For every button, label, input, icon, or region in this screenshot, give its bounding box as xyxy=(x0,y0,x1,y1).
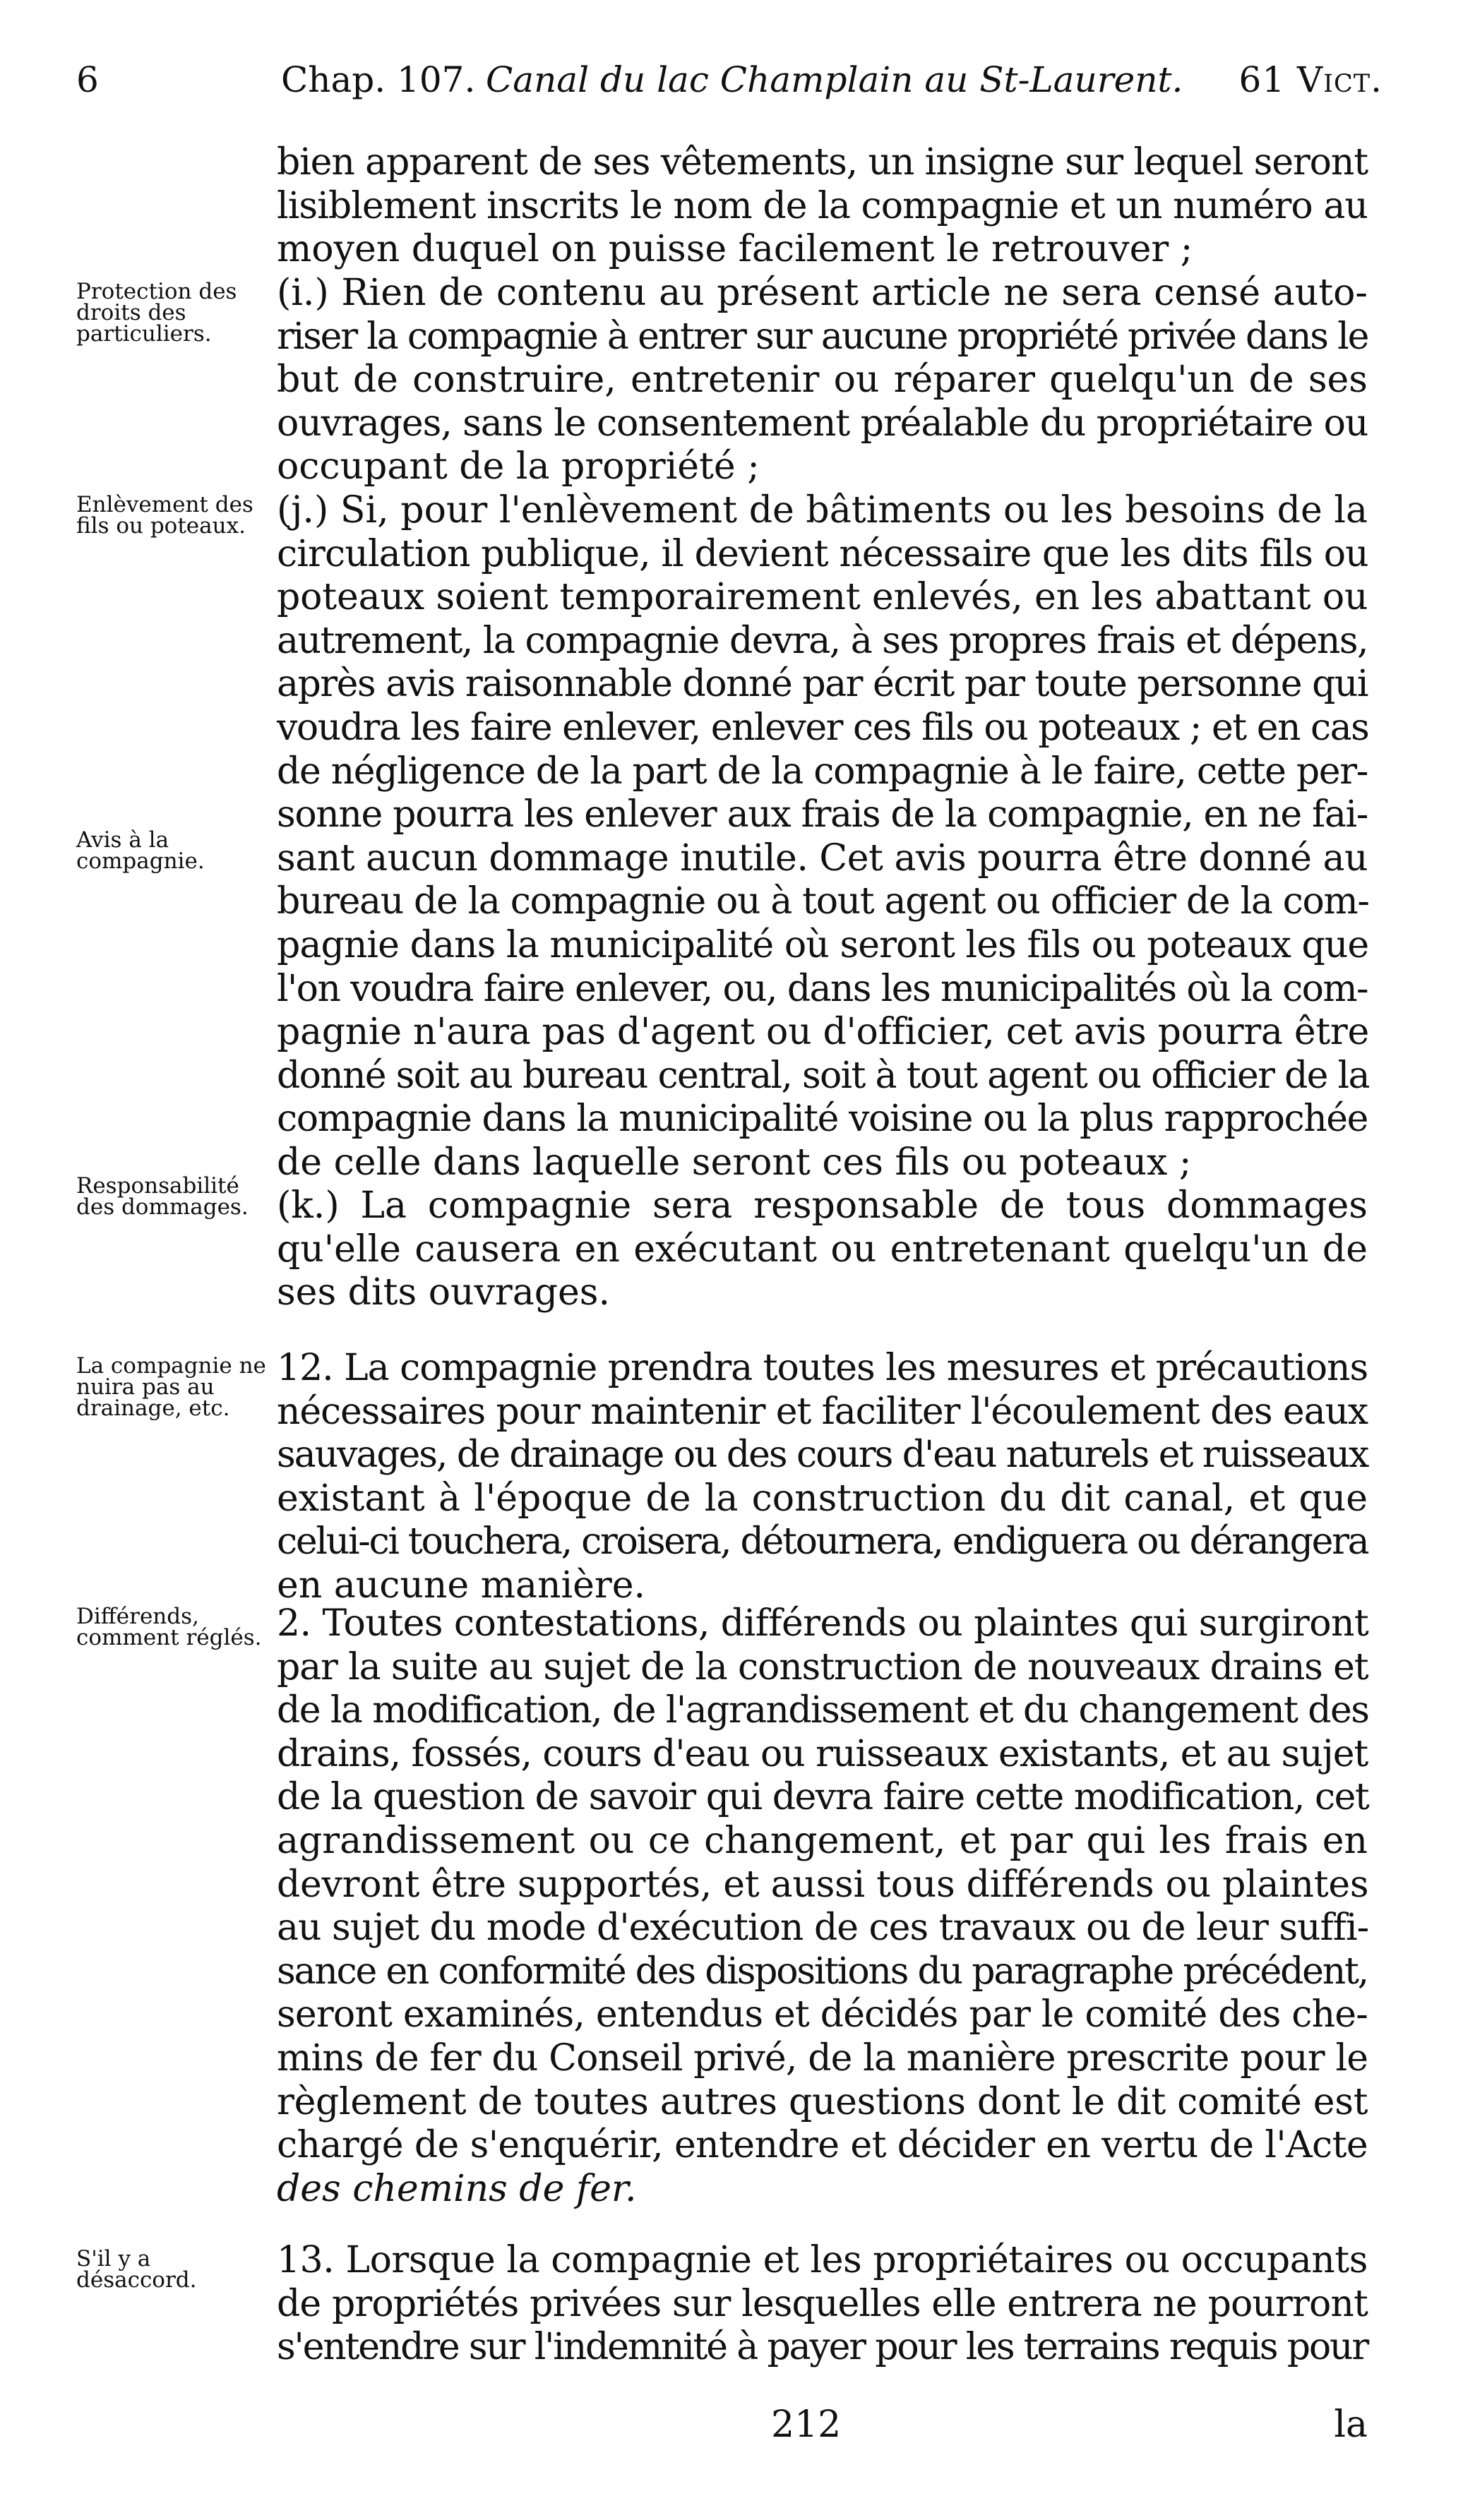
catchword: la xyxy=(1334,2404,1368,2446)
text-line: mins de fer du Conseil privé, de la manière prescrite pour le xyxy=(277,2036,1368,2080)
margin-note-responsabilite: Responsabilité des dommages. xyxy=(76,1173,249,1220)
text-line: sant aucun dommage inutile. Cet avis pourra être donné au xyxy=(277,836,1368,880)
text-line: agrandissement ou ce changement, et par qui les frais en xyxy=(277,1819,1368,1862)
text-line: (j.) Si, pour l'enlèvement de bâtiments ou les besoins de la xyxy=(277,489,1368,532)
paragraph-continuation xyxy=(277,141,1368,272)
text-line: 2. Toutes contestations, différends ou plaintes qui surgiront xyxy=(277,1602,1369,1645)
text-line: règlement de toutes autres questions dont le dit comité est xyxy=(277,2080,1368,2123)
text-line: de la modification, de l'agrandissement et du changement des xyxy=(277,1689,1369,1732)
text-line: 13. Lorsque la compagnie et les propriétaires ou occupants xyxy=(277,2239,1368,2281)
paragraph-k xyxy=(277,1184,1368,1315)
text-line: autrement, la compagnie devra, à ses propres frais et dépens, xyxy=(277,619,1368,662)
text-line: de négligence de la part de la compagnie à le faire, cette per- xyxy=(277,750,1368,793)
text-line: existant à l'époque de la construction du dit canal, et que xyxy=(277,1477,1368,1520)
running-header xyxy=(76,55,1383,104)
text-line: au sujet du mode d'exécution de ces travaux ou de leur suffi- xyxy=(277,1907,1369,1950)
text-line: lisiblement inscrits le nom de la compagnie et un numéro au xyxy=(277,184,1368,227)
text-line: (k.) La compagnie sera responsable de tous dommages xyxy=(277,1184,1368,1227)
text-line: de celle dans laquelle seront ces fils ou poteaux ; xyxy=(277,1141,1192,1184)
chapter-number: Chap. 107. xyxy=(281,59,476,100)
margin-note-desaccord: S'il y a désaccord. xyxy=(76,2246,197,2293)
text-line: occupant de la propriété ; xyxy=(277,445,760,488)
text-line: pagnie dans la municipalité où seront les fils ou poteaux que xyxy=(277,923,1369,966)
text-line: donné soit au bureau central, soit à tout agent ou officier de la xyxy=(277,1054,1369,1097)
text-line: de la question de savoir qui devra faire cette modification, cet xyxy=(277,1776,1369,1819)
text-line: de propriétés privées sur lesquelles elle entrera ne pourront xyxy=(277,2282,1368,2325)
text-line: circulation publique, il devient nécessaire que les dits fils ou xyxy=(277,532,1368,575)
page-number: 6 xyxy=(76,59,99,100)
text-line: nécessaires pour maintenir et faciliter l'écoulement des eaux xyxy=(277,1390,1368,1433)
text-line: riser la compagnie à entrer sur aucune propriété privée dans le xyxy=(277,315,1368,358)
text-line: 12. La compagnie prendra toutes les mesures et précautions xyxy=(277,1347,1368,1389)
text-line: devront être supportés, et aussi tous différends ou plaintes xyxy=(277,1863,1369,1906)
text-line: sonne pourra les enlever aux frais de la compagnie, en ne fai- xyxy=(277,793,1368,836)
text-line: après avis raisonnable donné par écrit par toute personne qui xyxy=(277,663,1368,706)
text-line: compagnie dans la municipalité voisine ou la plus rapprochée xyxy=(277,1098,1368,1141)
text-line: moyen duquel on puisse facilement le retrouver ; xyxy=(277,228,1193,271)
margin-note-differends: Différends, comment réglés. xyxy=(76,1604,262,1650)
section-13 xyxy=(277,2239,1368,2370)
text-line: sauvages, de drainage ou des cours d'eau naturels et ruisseaux xyxy=(277,1434,1368,1477)
margin-note-protection: Protection des droits des particuliers. xyxy=(76,279,237,347)
text-line: l'on voudra faire enlever, ou, dans les municipalités où la com- xyxy=(277,967,1368,1010)
text-line: s'entendre sur l'indemnité à payer pour les terrains requis pour xyxy=(277,2326,1368,2369)
text-line: but de construire, entretenir ou réparer quelqu'un de ses xyxy=(277,359,1368,402)
text-line: seront examinés, entendus et décidés par le comité des che- xyxy=(277,1993,1368,2036)
section-12 xyxy=(277,1347,1368,1608)
text-line: chargé de s'enquérir, entendre et décider en vertu de l'Acte xyxy=(277,2124,1368,2167)
act-title: Canal du lac Champlain au St-Laurent. xyxy=(486,59,1183,100)
margin-note-avis: Avis à la compagnie. xyxy=(76,827,205,874)
text-line: par la suite au sujet de la construction de nouveaux drains et xyxy=(277,1645,1368,1688)
margin-note-drainage: La compagnie ne nuira pas au drainage, etc. xyxy=(76,1353,266,1421)
signature-mark: 212 xyxy=(771,2404,842,2446)
text-line: des chemins de fer. xyxy=(277,2167,637,2210)
text-line: ses dits ouvrages. xyxy=(277,1271,611,1314)
text-line: qu'elle causera en exécutant ou entretenant quelqu'un de xyxy=(277,1228,1368,1271)
text-line: poteaux soient temporairement enlevés, en les abattant ou xyxy=(277,576,1368,619)
paragraph-i xyxy=(277,272,1368,489)
text-line: ouvrages, sans le consentement préalable du propriétaire ou xyxy=(277,402,1368,445)
section-12-subsection-2 xyxy=(277,1602,1368,2211)
text-line: en aucune manière. xyxy=(277,1564,646,1607)
text-line: sance en conformité des dispositions du paragraphe précédent, xyxy=(277,1950,1368,1993)
margin-note-enlevement: Enlèvement des fils ou poteaux. xyxy=(76,492,253,539)
page-footer xyxy=(277,2400,1368,2449)
paragraph-j xyxy=(277,489,1368,1185)
text-line: drains, fossés, cours d'eau ou ruisseaux existants, et au sujet xyxy=(277,1732,1368,1775)
text-line: bien apparent de ses vêtements, un insigne sur lequel seront xyxy=(277,141,1368,184)
regnal-year: 61 Vict. xyxy=(1238,59,1383,100)
text-line: pagnie n'aura pas d'agent ou d'officier, cet avis pourra être xyxy=(277,1011,1369,1054)
text-line: celui-ci touchera, croisera, détournera, endiguera ou dérangera xyxy=(277,1520,1368,1564)
text-line: voudra les faire enlever, enlever ces fils ou poteaux ; et en cas xyxy=(277,706,1369,749)
text-line: bureau de la compagnie ou à tout agent ou officier de la com- xyxy=(277,880,1369,923)
text-line: (i.) Rien de contenu au présent article ne sera censé auto- xyxy=(277,272,1368,314)
